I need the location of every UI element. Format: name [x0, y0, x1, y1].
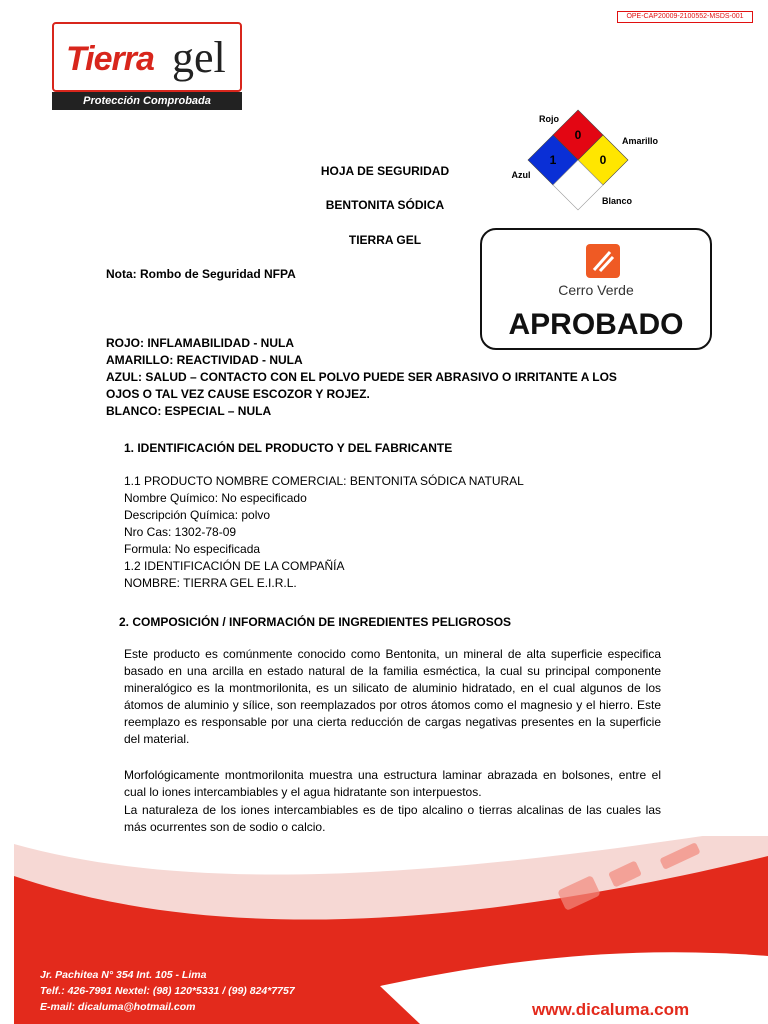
- nfpa-red-value: 0: [574, 128, 582, 142]
- doc-title-line3: TIERRA GEL: [348, 233, 422, 247]
- section1-title: 1. IDENTIFICACIÓN DEL PRODUCTO Y DEL FABRICANTE: [124, 441, 453, 455]
- section2-paragraph-1: Este producto es comúnmente conocido como Bentonita, un mineral de alta superficie especifica basado en una arcilla en estado natural de la familia esméctica, la cual su principal componente mineralógico es la montmorilonita, es un silicato de aluminio hidratado, en el cual algunos de los átomos de aluminio y sílice, son reemplazados por otros átomos como el magnesio y el hierro. Este reemplazo es responsable por una cierta reducción de cargas negativas presentes en la superficie del material.: [124, 647, 661, 746]
- logo-brand-red: Tierra: [66, 40, 154, 78]
- section1-line: Formula: No especificada: [124, 542, 261, 556]
- logo-tagline: Protección Comprobada: [52, 92, 242, 110]
- company-logo: [52, 22, 244, 110]
- section1-line: Nombre Químico: No especificado: [124, 491, 307, 505]
- section1-line: Descripción Química: polvo: [124, 508, 271, 522]
- nfpa-blue-value: 1: [549, 153, 557, 167]
- hazard-white: BLANCO: ESPECIAL – NULA: [106, 404, 272, 418]
- section2-title: 2. COMPOSICIÓN / INFORMACIÓN DE INGREDIENTES PELIGROSOS: [119, 615, 512, 629]
- nfpa-yellow-value: 0: [599, 153, 607, 167]
- stamp-company: Cerro Verde: [558, 282, 634, 298]
- nfpa-label-yellow: Amarillo: [621, 136, 659, 146]
- approval-stamp: [480, 228, 712, 350]
- nfpa-diamond: [505, 108, 675, 216]
- section1-line: 1.2 IDENTIFICACIÓN DE LA COMPAÑÍA: [124, 559, 345, 573]
- section2-paragraph-2: Morfológicamente montmorilonita muestra una estructura laminar abrazada en bolsones, entre el cual lo iones intercambiables y el agua hidratante son interpuestos.: [124, 768, 661, 799]
- nfpa-label-red: Rojo: [539, 114, 559, 124]
- section1-line: NOMBRE: TIERRA GEL E.I.R.L.: [124, 576, 297, 590]
- cerro-verde-logo-icon: [586, 244, 620, 278]
- footer-website[interactable]: www.dicaluma.com: [532, 1000, 690, 1019]
- footer-email: E-mail: dicaluma@hotmail.com: [40, 1001, 196, 1013]
- nfpa-note: Nota: Rombo de Seguridad NFPA: [106, 267, 296, 281]
- footer-phones: Telf.: 426-7991 Nextel: (98) 120*5331 / (99) 824*7757: [40, 985, 295, 997]
- logo-brand-dark: gel: [172, 33, 226, 82]
- section1-line: Nro Cas: 1302-78-09: [124, 525, 237, 539]
- section1-body: [124, 473, 644, 592]
- footer-address: Jr. Pachitea N° 354 Int. 105 - Lima: [40, 969, 207, 981]
- section1-line: 1.1 PRODUCTO NOMBRE COMERCIAL: BENTONITA SÓDICA NATURAL: [124, 474, 524, 488]
- doc-title-line1: HOJA DE SEGURIDAD: [320, 164, 450, 178]
- hazard-blue: AZUL: SALUD – CONTACTO CON EL POLVO PUEDE SER ABRASIVO O IRRITANTE A LOS OJOS O TAL VEZ CAUSE ESCOZOR Y ROJEZ.: [106, 370, 617, 401]
- hazard-yellow: AMARILLO: REACTIVIDAD - NULA: [106, 353, 303, 367]
- hazard-red: ROJO: INFLAMABILIDAD - NULA: [106, 336, 294, 350]
- nfpa-label-blue: Azul: [511, 170, 531, 180]
- nfpa-label-white: Blanco: [601, 196, 633, 206]
- stamp-status: APROBADO: [508, 308, 684, 341]
- hazard-list: [106, 335, 646, 420]
- section2-paragraph-3: La naturaleza de los iones intercambiables es de tipo alcalino o tierras alcalinas de las cuales las más ocurrentes son de sodio o calcio.: [124, 803, 661, 834]
- doc-title-line2: BENTONITA SÓDICA: [325, 198, 445, 212]
- footer-banner: [0, 836, 768, 1024]
- document-code: OPE-CAP20009-2100552-MSDS-001: [617, 11, 753, 23]
- logo-frame: [52, 22, 242, 92]
